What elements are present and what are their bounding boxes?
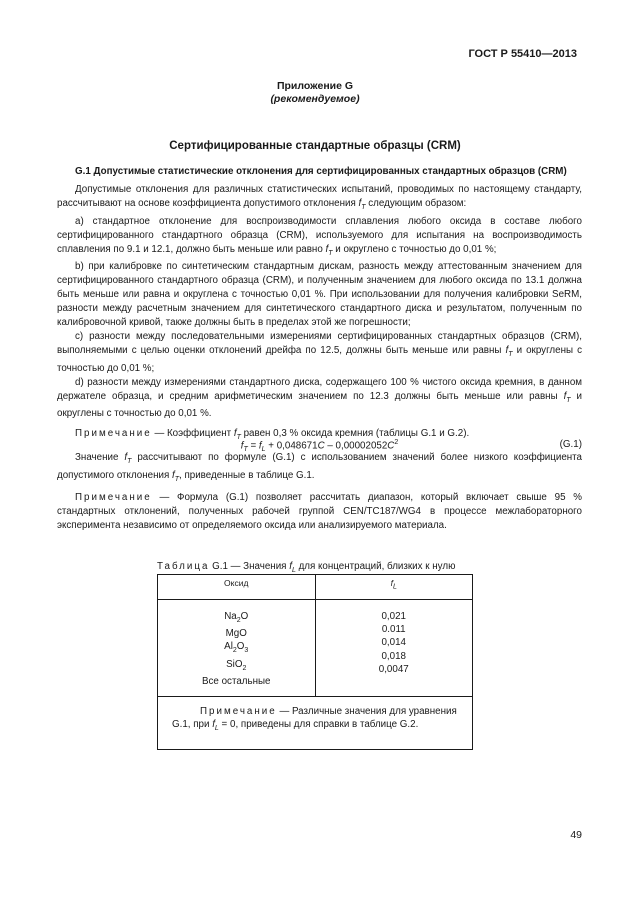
item-c: c) разности между последовательными измерениями сертифицированных стандартных образцов (CRM), выполняемыми с целью оценки отклонений дрейфа по 12.5, должны быть меньше или равны $f_T$ и округлены с точностью до 0,01 %; xyxy=(57,330,582,374)
table-cell-value: 0,0047 xyxy=(378,663,409,675)
standard-number: ГОСТ Р 55410—2013 xyxy=(468,48,577,60)
table-note: Примечание — Различные значения для уравнения G.1, при $f_L = 0$, приведены для справки в таблице G.2. xyxy=(158,696,473,749)
oxide-column xyxy=(158,600,316,697)
formula-expression: $f_T = f_L + 0,048671C - 0,00002052C^2$ xyxy=(240,439,399,454)
section-title: Сертифицированные стандартные образцы (CRM) xyxy=(169,140,461,152)
col-header-oxide: Оксид xyxy=(158,575,316,600)
table-row: Все остальные xyxy=(202,675,271,687)
table-cell-value: 0,018 xyxy=(381,650,407,662)
table-cell-value: 0,021 xyxy=(381,611,407,622)
item-a: а) стандартное отклонение для воспроизводимости сплавления любого оксида в составе любого сертифицированного стандартного образца (CRM), используемого для испытания на воспроизводимость сплавления по 9.1 и 12.1, должно быть меньше или равно $f_T$ и округлено с точностью до 0,01 %; xyxy=(57,215,582,257)
subsection-heading: G.1 Допустимые статистические отклонения для сертифицированных стандартных образцов (CRM) xyxy=(75,166,567,177)
formula-number: (G.1) xyxy=(559,439,582,450)
intro-paragraph: Допустимые отклонения для различных статистических испытаний, проводимых по настоящему стандарту, рассчитывают на основе коэффициента допустимого отклонения $f_T$ следующим образом: xyxy=(57,184,582,211)
table-caption: Таблица G.1 — Значения $f_L$ для концентраций, близких к нулю xyxy=(157,561,456,574)
value-paragraph: Значение $f_T$ рассчитывают по формуле (G.1) с использованием значений более низкого коэффициента допустимого отклонения $f_T$, приведенные в таблице G.1. xyxy=(57,452,582,483)
formula-g1 xyxy=(57,439,582,453)
table-row: $Na_2O$ xyxy=(224,611,249,624)
value-column xyxy=(315,600,473,697)
table-row: SiO$_2$ xyxy=(226,658,247,672)
table-cell-value: 0.011 xyxy=(381,624,406,636)
appendix-subtitle: (рекомендуемое) xyxy=(270,93,360,105)
table-row: $Al_2O_3$ xyxy=(224,641,249,655)
note-1: Примечание — Коэффициент $f_T$ равен 0,3 % оксида кремния (таблицы G.1 и G.2). xyxy=(75,428,470,442)
col-header-fl: $f_L$ xyxy=(315,575,473,600)
table-g1 xyxy=(157,574,473,750)
table-row: MgO xyxy=(225,628,247,640)
note-2: Примечание — Формула (G.1) позволяет рассчитать диапазон, который включает свыше 95 % стандартных отклонений, полученных рабочей группой CEN/TC187/WG4 в процессе межлабораторного эксперимента независимо от определяемого оксида или анализируемого материала. xyxy=(57,492,582,531)
table-cell-value: 0,014 xyxy=(381,637,407,649)
item-d: d) разности между измерениями стандартного диска, содержащего 100 % чистого оксида кремния, в данном держателе образца, и средним арифметическим значением по 12.3 должны быть меньше или равны $f_T$ и округлены с точностью до 0,01 %. xyxy=(57,376,582,420)
item-b: b) при калибровке по синтетическим стандартным дискам, разность между аттестованным значением для сертифицированного стандартного образца (CRM), и полученным значением для любого оксида по 13.1 должна быть меньше или равна и округлена с точностью 0,01 %. При использовании для получения калибровки SeRM, разности между расчетным значением для синтетического стандартного диска и результатом, полученным по калибровочной кривой, также должны быть в пределах этой же погрешности; xyxy=(57,261,582,329)
appendix-title: Приложение G xyxy=(276,80,354,92)
page-number: 49 xyxy=(570,829,582,841)
